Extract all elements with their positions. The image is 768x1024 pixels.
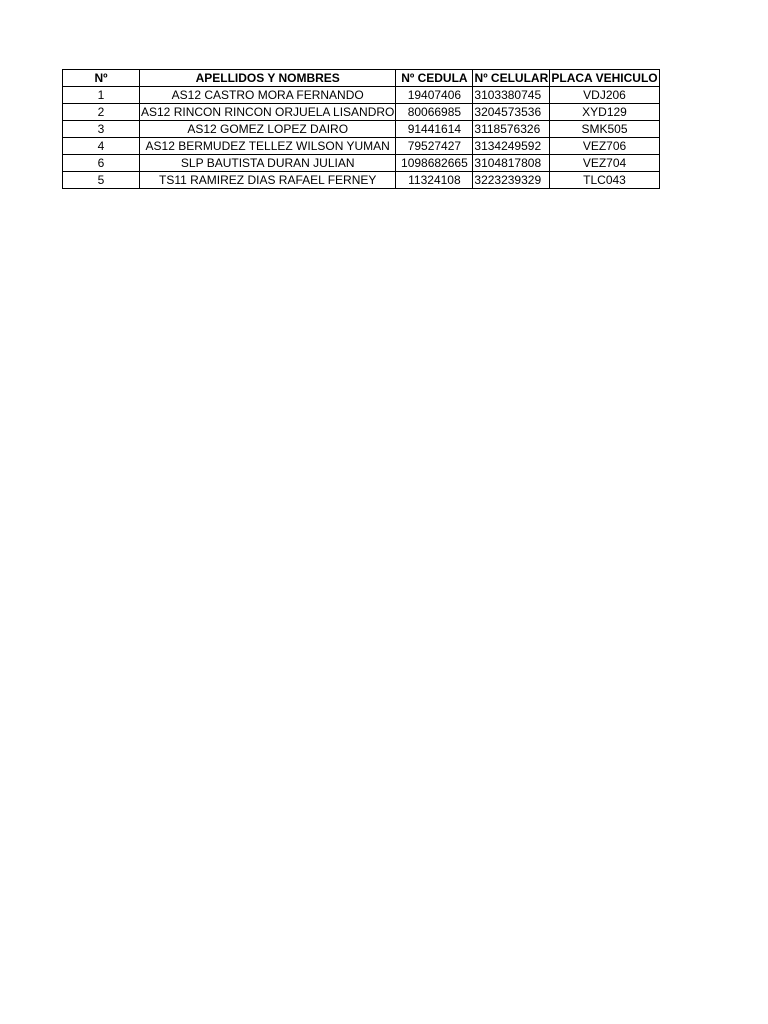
cell-number: 4	[63, 138, 140, 155]
table-row	[63, 104, 660, 121]
header-id-number: Nº CEDULA	[396, 70, 473, 87]
cell-vehicle-plate: XYD129	[550, 104, 659, 121]
vehicle-registry-table	[62, 69, 660, 189]
cell-phone-number: 3134249592	[473, 138, 550, 155]
table-header-row	[63, 70, 660, 87]
table-row	[63, 121, 660, 138]
cell-full-name: SLP BAUTISTA DURAN JULIAN	[140, 155, 396, 172]
spreadsheet-page	[62, 69, 660, 189]
header-number: Nº	[63, 70, 140, 87]
cell-full-name: AS12 BERMUDEZ TELLEZ WILSON YUMAN	[140, 138, 396, 155]
cell-vehicle-plate: SMK505	[550, 121, 659, 138]
cell-phone-number: 3104817808	[473, 155, 550, 172]
header-vehicle-plate: PLACA VEHICULO	[551, 71, 658, 85]
cell-full-name: AS12 RINCON RINCON ORJUELA LISANDRO	[141, 105, 395, 119]
table-row	[63, 87, 660, 104]
cell-number: 5	[63, 172, 140, 189]
cell-phone-number: 3204573536	[473, 104, 550, 121]
cell-phone-number: 3103380745	[473, 87, 550, 104]
cell-full-name: AS12 GOMEZ LOPEZ DAIRO	[140, 121, 396, 138]
cell-id-number: 1098682665	[396, 155, 473, 172]
cell-phone-number: 3118576326	[473, 121, 550, 138]
cell-id-number: 11324108	[396, 172, 473, 189]
cell-number: 6	[63, 155, 140, 172]
cell-phone-number: 3223239329	[473, 172, 550, 189]
header-phone-number: Nº CELULAR	[474, 71, 549, 85]
cell-number: 1	[63, 87, 140, 104]
table-row	[63, 172, 660, 189]
cell-id-number: 80066985	[396, 104, 473, 121]
cell-vehicle-plate: VDJ206	[550, 87, 659, 104]
table-row	[63, 155, 660, 172]
cell-id-number: 19407406	[396, 87, 473, 104]
cell-vehicle-plate: TLC043	[550, 172, 659, 189]
table-row	[63, 138, 660, 155]
cell-vehicle-plate: VEZ704	[550, 155, 659, 172]
cell-vehicle-plate: VEZ706	[550, 138, 659, 155]
cell-full-name: TS11 RAMIREZ DIAS RAFAEL FERNEY	[140, 172, 396, 189]
cell-full-name: AS12 CASTRO MORA FERNANDO	[140, 87, 396, 104]
cell-number: 3	[63, 121, 140, 138]
cell-number: 2	[63, 104, 140, 121]
cell-id-number: 91441614	[396, 121, 473, 138]
cell-id-number: 79527427	[396, 138, 473, 155]
header-full-name: APELLIDOS Y NOMBRES	[140, 70, 396, 87]
